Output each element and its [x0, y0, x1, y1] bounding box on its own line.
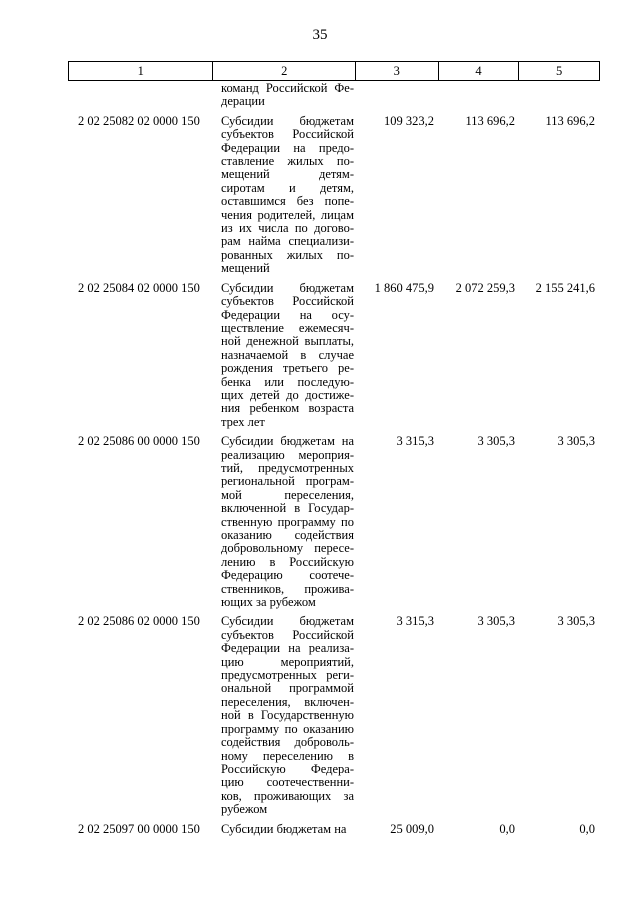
row-name-line: цию мероприятий, — [221, 654, 354, 669]
row-value-3: 109 323,2 — [384, 113, 434, 128]
row-name-line: субъектов Российской — [221, 294, 354, 309]
table-header — [68, 61, 600, 81]
row-code: 2 02 25086 02 0000 150 — [78, 614, 200, 629]
row-name-line: предусмотренных реги- — [221, 668, 354, 683]
row-name-line: субъектов Российской — [221, 127, 354, 142]
row-value-4: 113 696,2 — [465, 113, 515, 128]
header-col-2: 2 — [213, 62, 355, 80]
row-name-line: оставшимся без попе- — [221, 194, 354, 209]
table-row — [68, 823, 600, 836]
row-name-line: ставление жилых по- — [221, 154, 354, 169]
row-value-5: 3 305,3 — [557, 614, 595, 629]
row-name-line: Субсидии бюджетам — [221, 113, 354, 128]
row-name-line: назначаемой в случае — [221, 347, 354, 362]
row-name-line: рубежом — [221, 802, 268, 817]
row-name-line: ной денежной выплаты, — [221, 334, 354, 349]
row-value-5: 0,0 — [579, 821, 595, 836]
row-name-line: ществление ежемесяч- — [221, 320, 354, 335]
row-name-line: оказанию содействия — [221, 528, 354, 542]
row-name-line: цию соотечественни- — [221, 775, 354, 790]
row-name-line: Субсидии бюджетам на — [221, 434, 354, 449]
row-name-line: мещений — [221, 261, 270, 276]
row-name-line: Федерации на предо- — [221, 140, 354, 155]
row-value-4 — [439, 82, 520, 109]
table-row — [68, 615, 600, 816]
row-name-line: Субсидии бюджетам на — [221, 821, 347, 836]
row-name-line: ющих за рубежом — [221, 595, 316, 610]
row-value-5 — [520, 82, 600, 109]
table-row — [68, 435, 600, 609]
row-code — [68, 82, 213, 109]
row-code: 2 02 25082 02 0000 150 — [78, 113, 200, 128]
row-name-line: ональной программой — [221, 681, 354, 696]
row-name-line: Субсидии бюджетам — [221, 280, 354, 295]
row-code: 2 02 25086 00 0000 150 — [78, 434, 200, 449]
row-name-line: рождения третьего ре- — [221, 361, 354, 376]
row-name-line: ному переселению в — [221, 748, 354, 763]
row-name-line: включенной в Государ- — [221, 501, 354, 516]
header-col-5: 5 — [556, 64, 563, 78]
row-name-line: сиротам и детям, — [221, 180, 354, 195]
row-value-3: 3 315,3 — [396, 434, 434, 449]
header-col-1: 1 — [69, 62, 213, 80]
row-code: 2 02 25084 02 0000 150 — [78, 280, 200, 295]
row-name-line: переселения, включен- — [221, 694, 354, 709]
row-name-line: из их числа по догово- — [221, 221, 354, 236]
row-value-4: 0,0 — [499, 821, 515, 836]
row-name-line: трех лет — [221, 414, 265, 429]
row-name-line: команд Российской Фе- — [221, 81, 354, 95]
page-number: 35 — [312, 27, 328, 43]
row-value-4: 3 305,3 — [477, 614, 515, 629]
row-value-3 — [356, 82, 439, 109]
row-name-line: мещений детям- — [221, 167, 354, 182]
row-name-line: Федерации на осу- — [221, 307, 354, 322]
row-name-line: ной в Государственную — [221, 708, 354, 723]
row-name-line: тий, предусмотренных — [221, 460, 354, 475]
row-name-line: ственную программу по — [221, 514, 354, 529]
row-code: 2 02 25097 00 0000 150 — [78, 821, 200, 836]
row-name-line: лению в Российскую — [221, 554, 354, 569]
row-value-3: 1 860 475,9 — [374, 280, 434, 295]
row-name-line: программу по оказанию — [221, 721, 354, 736]
row-name-line: Российскую Федера- — [221, 761, 354, 776]
row-value-5: 3 305,3 — [557, 434, 595, 449]
row-value-4: 3 305,3 — [477, 434, 515, 449]
row-value-3: 3 315,3 — [396, 614, 434, 629]
row-name-line: рованных жилых по- — [221, 247, 354, 262]
row-name — [213, 823, 356, 836]
row-name-line: региональной програм- — [221, 474, 354, 489]
row-name-line: мой переселения, — [221, 487, 354, 502]
row-name-line: Субсидии бюджетам — [221, 614, 354, 629]
table-row — [68, 282, 600, 429]
row-name-line: бенка или последую- — [221, 374, 354, 389]
row-name-line: добровольному пересе- — [221, 541, 354, 556]
table-row — [68, 82, 600, 109]
row-value-5: 2 155 241,6 — [535, 280, 595, 295]
header-col-4: 4 — [439, 62, 520, 80]
row-name-line: щих детей до достиже- — [221, 387, 354, 402]
row-name — [213, 282, 356, 429]
table-row — [68, 115, 600, 276]
row-name — [213, 435, 356, 609]
row-name — [213, 115, 356, 276]
row-name-line: реализацию мероприя- — [221, 447, 354, 462]
row-name-line: содействия доброволь- — [221, 735, 354, 750]
row-name-line: ния ребенком возраста — [221, 401, 354, 416]
row-name-line: чения родителей, лицам — [221, 207, 354, 222]
row-name-line: Федерации на реализа- — [221, 641, 354, 656]
row-value-5: 113 696,2 — [545, 113, 595, 128]
row-name-line: дерации — [221, 94, 265, 109]
table-body — [68, 82, 600, 842]
row-name-line: рам найма специализи- — [221, 234, 354, 249]
row-name — [213, 82, 356, 109]
row-name — [213, 615, 356, 816]
row-name-line: ственников, прожива- — [221, 581, 354, 596]
row-name-line: Федерацию соотече- — [221, 568, 354, 583]
header-col-3: 3 — [356, 62, 439, 80]
row-name-line: ков, проживающих за — [221, 788, 354, 803]
row-value-3: 25 009,0 — [390, 821, 434, 836]
row-name-line: субъектов Российской — [221, 627, 354, 642]
row-value-4: 2 072 259,3 — [455, 280, 515, 295]
